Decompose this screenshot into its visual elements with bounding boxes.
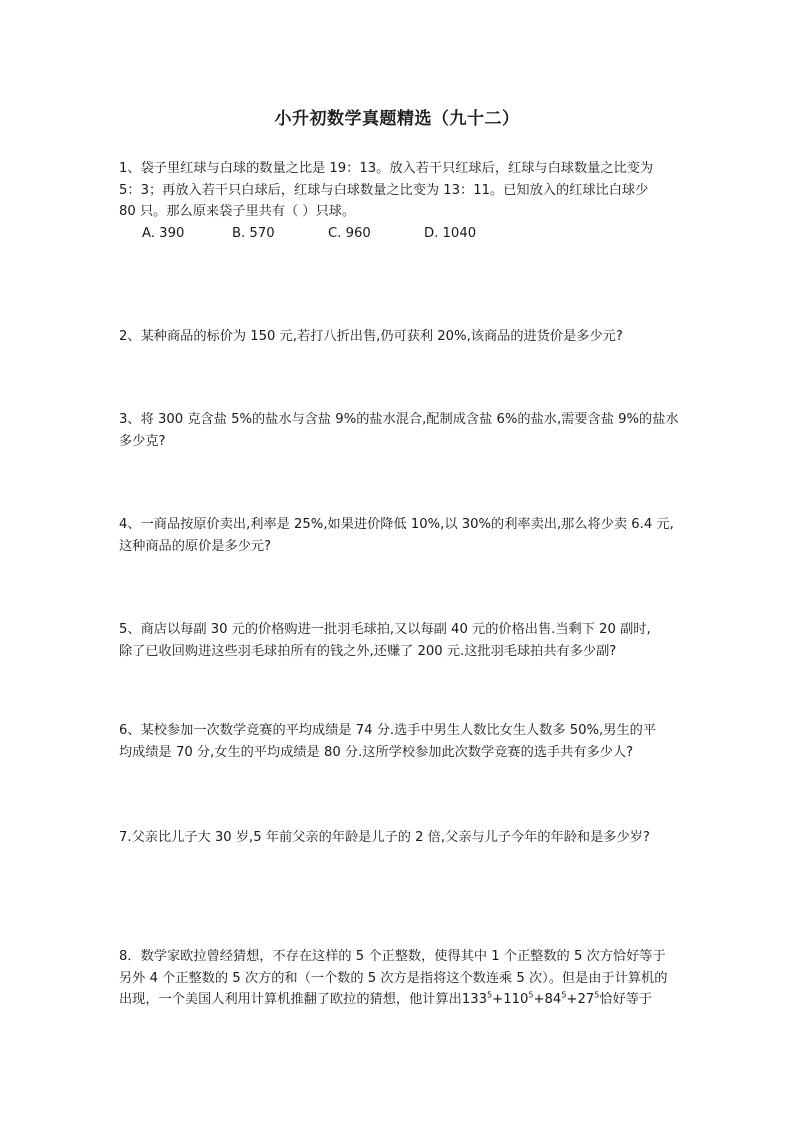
question-1 [119, 158, 679, 244]
formula-exponent: 5 [528, 990, 534, 1000]
formula [462, 992, 599, 1007]
question-line: 2、某种商品的标价为 150 元,若打八折出售,仍可获利 20%,该商品的进货价是多少元? [119, 329, 623, 344]
question-line: 6、某校参加一次数学竞赛的平均成绩是 74 分.选手中男生人数比女生人数多 50%,男生的平 [119, 723, 657, 738]
question-4 [119, 514, 679, 557]
question-line: 1、袋子里红球与白球的数量之比是 19：13。放入若干只红球后，红球与白球数量之比变为 [119, 161, 654, 176]
question-line: 均成绩是 70 分,女生的平均成绩是 80 分.这所学校参加此次数学竞赛的选手共有多少人? [119, 744, 634, 760]
answer-options [142, 223, 679, 245]
question-line: 7.父亲比儿子大 30 岁,5 年前父亲的年龄是儿子的 2 倍,父亲与儿子今年的年龄和是多少岁? [119, 830, 650, 845]
question-line: 另外 4 个正整数的 5 次方的和（一个数的 5 次方是指将这个数连乘 5 次）。但是由于计算机的 [119, 970, 668, 986]
option-d: D. 1040 [424, 225, 477, 241]
question-5 [119, 619, 679, 662]
question-line: 这种商品的原价是多少元? [119, 538, 272, 554]
formula-base: 27 [577, 992, 595, 1007]
question-6 [119, 720, 679, 763]
formula-plus: + [566, 992, 578, 1007]
question-line: 5：3；再放入若干只白球后，红球与白球数量之比变为 13：11。已知放入的红球比白球少 [119, 182, 649, 198]
question-line: 8．数学家欧拉曾经猜想，不存在这样的 5 个正整数，使得其中 1 个正整数的 5 次方恰好等于 [119, 949, 666, 964]
question-line: 4、一商品按原价卖出,利率是 25%,如果进价降低 10%,以 30%的利率卖出,那么将少卖 6.4 元, [119, 517, 674, 532]
question-7 [119, 827, 679, 849]
formula-exponent: 5 [594, 990, 600, 1000]
formula-plus: + [492, 992, 504, 1007]
question-line: 80 只。那么原来袋子里共有（ ）只球。 [119, 204, 356, 219]
question-line: 3、将 300 克含盐 5%的盐水与含盐 9%的盐水混合,配制成含盐 6%的盐水,需要含盐 9%的盐水 [119, 412, 679, 427]
question-text: 出现，一个美国人利用计算机推翻了欧拉的猜想，他计算出 [119, 992, 462, 1007]
option-c: C. 960 [328, 225, 371, 241]
option-a: A. 390 [142, 225, 185, 241]
question-line: 5、商店以每副 30 元的价格购进一批羽毛球拍,又以每副 40 元的价格出售.当剩下 20 副时, [119, 622, 651, 637]
page-title: 小升初数学真题精选（九十二） [274, 109, 520, 129]
question-line [119, 989, 679, 1011]
question-line: 除了已收回购进这些羽毛球拍所有的钱之外,还赚了 200 元.这批羽毛球拍共有多少副? [119, 643, 617, 659]
question-8 [119, 946, 679, 1011]
formula-base: 133 [461, 992, 488, 1007]
formula-exponent: 5 [487, 990, 493, 1000]
formula-exponent: 5 [561, 990, 567, 1000]
question-2 [119, 326, 679, 348]
option-b: B. 570 [232, 225, 275, 241]
formula-base: 110 [503, 992, 529, 1007]
question-line: 多少克? [119, 433, 166, 449]
formula-base: 84 [544, 992, 562, 1007]
question-text: 恰好等于 [599, 992, 653, 1007]
formula-plus: + [533, 992, 545, 1007]
question-3 [119, 409, 679, 452]
